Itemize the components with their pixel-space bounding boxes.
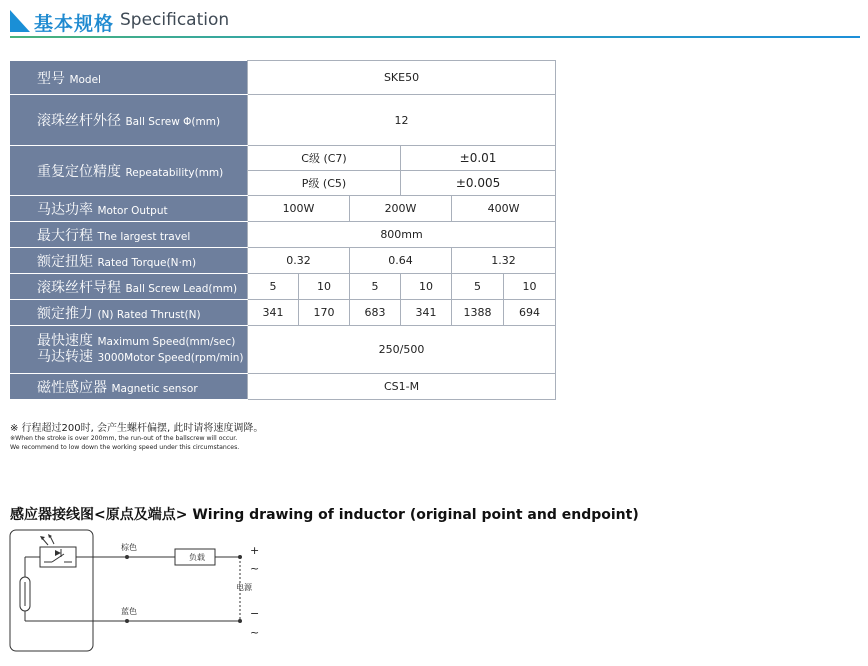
label-largest-travel: 最大行程 The largest travel — [11, 222, 248, 248]
value-rated-thrust: 683 — [350, 300, 401, 326]
header-triangle-icon — [10, 10, 30, 32]
minus-sign: − — [250, 607, 260, 620]
reed-switch-box — [40, 547, 76, 567]
value-ball-screw-dia: 12 — [248, 95, 556, 146]
value-screw-lead: 5 — [452, 274, 504, 300]
header-divider — [10, 36, 860, 38]
label-rated-torque: 额定扭矩 Rated Torque(N·m) — [11, 248, 248, 274]
value-screw-lead: 5 — [350, 274, 401, 300]
value-rated-thrust: 170 — [299, 300, 350, 326]
label-model: 型号 Model — [11, 61, 248, 95]
row-magnetic-sensor — [11, 374, 556, 400]
note-en — [10, 434, 239, 452]
grade-p: P级 (C5) — [248, 171, 401, 196]
plus-sign: + — [250, 544, 260, 557]
note-cn: ※ 行程超过200时, 会产生螺杆偏摆, 此时请将速度调降。 — [10, 423, 264, 434]
row-model — [11, 61, 556, 95]
value-screw-lead: 10 — [401, 274, 452, 300]
value-motor-output: 100W — [248, 196, 350, 222]
value-motor-output: 200W — [350, 196, 452, 222]
blue-label: 蓝色 — [121, 607, 137, 616]
sensor-housing — [10, 530, 93, 651]
row-rated-thrust — [11, 300, 556, 326]
value-rated-thrust: 341 — [248, 300, 299, 326]
value-rated-thrust: 341 — [401, 300, 452, 326]
row-rated-torque — [11, 248, 556, 274]
spec-table — [10, 60, 556, 400]
value-screw-lead: 10 — [504, 274, 556, 300]
row-motor-output — [11, 196, 556, 222]
row-repeatability-c — [11, 146, 556, 171]
tilde-bottom: ~ — [250, 626, 260, 639]
load-label: 负载 — [189, 553, 205, 562]
value-magnetic-sensor: CS1-M — [248, 374, 556, 400]
value-motor-output: 400W — [452, 196, 556, 222]
header-title-en: Specification — [120, 10, 230, 30]
note-en-line-2: We recommend to low down the working speed under this circumstances. — [10, 444, 240, 451]
value-largest-travel: 800mm — [248, 222, 556, 248]
row-screw-lead — [11, 274, 556, 300]
grade-c: C级 (C7) — [248, 146, 401, 171]
label-rated-thrust: 额定推力 (N) Rated Thrust(N) — [11, 300, 248, 326]
tilde-top: ~ — [250, 562, 260, 575]
wiring-diagram — [0, 520, 300, 660]
section-header — [10, 6, 860, 38]
label-screw-lead: 滚珠丝杆导程 Ball Screw Lead(mm) — [11, 274, 248, 300]
diode-icon — [55, 550, 61, 556]
label-magnetic-sensor: 磁性感应器 Magnetic sensor — [11, 374, 248, 400]
label-speed: 最快速度 Maximum Speed(mm/sec) 马达转速 3000Motor Speed(rpm/min) — [11, 326, 248, 374]
power-label: 电源 — [236, 583, 252, 592]
note-en-line-1: ※When the stroke is over 200mm, the run-out of the ballscrew will occur. — [10, 435, 238, 442]
label-ball-screw-dia: 滚珠丝杆外径 Ball Screw Φ(mm) — [11, 95, 248, 146]
header-title-cn: 基本规格 — [34, 13, 115, 35]
value-model: SKE50 — [248, 61, 556, 95]
value-speed: 250/500 — [248, 326, 556, 374]
value-screw-lead: 5 — [248, 274, 299, 300]
value-rated-torque: 0.64 — [350, 248, 452, 274]
value-rated-thrust: 1388 — [452, 300, 504, 326]
row-largest-travel — [11, 222, 556, 248]
value-rated-torque: 1.32 — [452, 248, 556, 274]
value-rated-torque: 0.32 — [248, 248, 350, 274]
value-screw-lead: 10 — [299, 274, 350, 300]
row-ball-screw-dia — [11, 95, 556, 146]
row-speed — [11, 326, 556, 374]
label-motor-output: 马达功率 Motor Output — [11, 196, 248, 222]
value-rated-thrust: 694 — [504, 300, 556, 326]
value-grade-c: ±0.01 — [401, 146, 556, 171]
label-repeatability: 重复定位精度 Repeatability(mm) — [11, 146, 248, 196]
wiring-title: 感应器接线图<原点及端点> Wiring drawing of inductor (original point and endpoint) — [10, 507, 639, 523]
value-grade-p: ±0.005 — [401, 171, 556, 196]
brown-label: 棕色 — [121, 543, 137, 552]
